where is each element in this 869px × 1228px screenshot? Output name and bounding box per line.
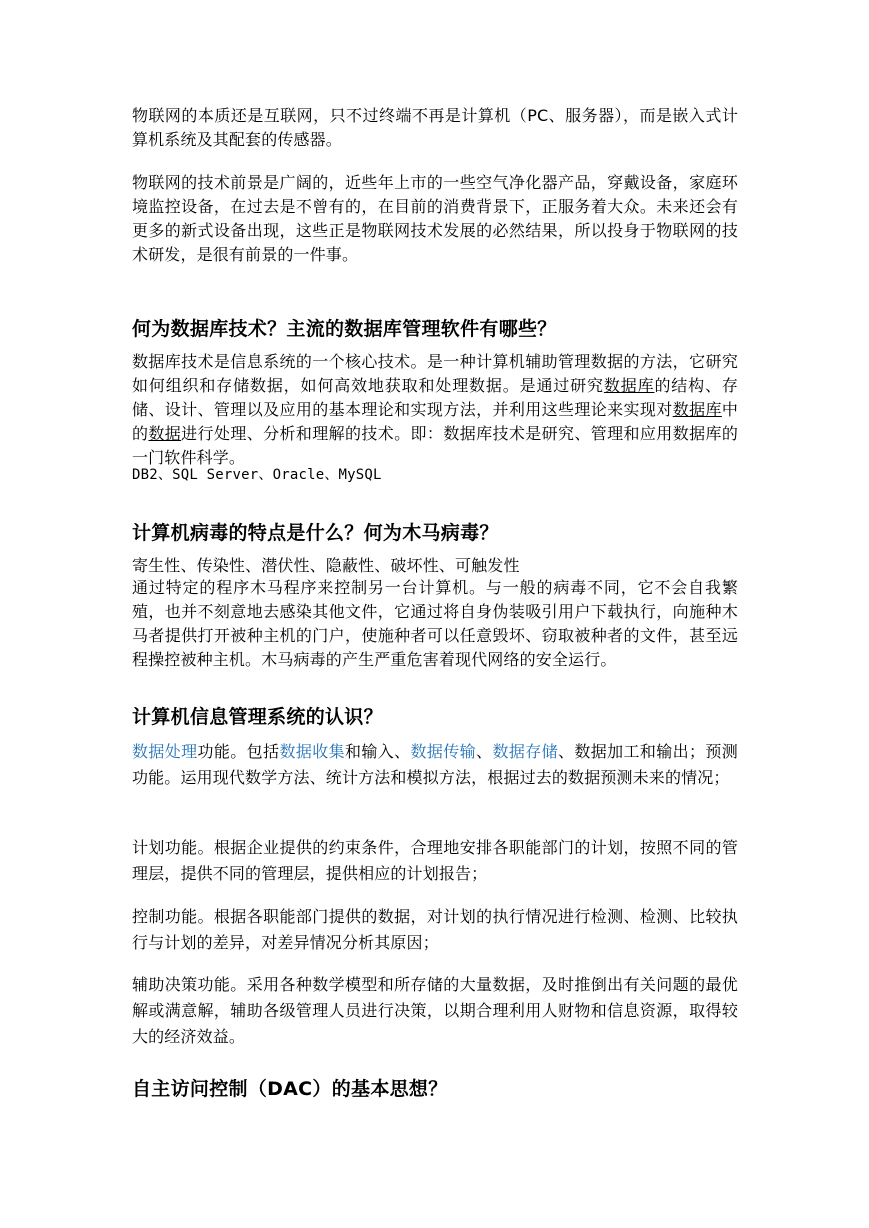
database-text-d: 进行处理、分析和理解的技术。即：数据库技术是研究、管理和应用数据库的一门软件科学。: [132, 424, 738, 467]
database-text-b: 的结构、存储、设计、管理以及应用的基本理论和实现方法，并利用这些理论来实现对: [132, 376, 738, 419]
virus-traits: 寄生性、传染性、潜伏性、隐蔽性、破坏性、可触发性: [132, 556, 520, 575]
link-data-processing[interactable]: 数据处理: [132, 742, 198, 761]
database-paragraph: [132, 350, 738, 470]
intro-paragraph-1: 物联网的本质还是互联网，只不过终端不再是计算机（PC、服务器），而是嵌入式计算机系统及其配套的传感器。: [132, 106, 738, 149]
database-link-2[interactable]: 数据库: [672, 400, 722, 419]
link-data-collection[interactable]: 数据收集: [279, 742, 345, 761]
mis-decision-paragraph: 辅助决策功能。采用各种数学模型和所存储的大量数据，及时推倒出有关问题的最优解或满意解，辅助各级管理人员进行决策，以期合理利用人财物和信息资源，取得较大的经济效益。: [132, 975, 738, 1046]
trojan-paragraph: 通过特定的程序木马程序来控制另一台计算机。与一般的病毒不同，它不会自我繁殖，也并不刻意地去感染其他文件，它通过将自身伪装吸引用户下载执行，向施种木马者提供打开被种主机的门户，使施种者可以任意毁坏、窃取被种者的文件，甚至远程操控被种主机。木马病毒的产生严重危害着现代网络的安全运行。: [132, 578, 738, 669]
section-heading-database: 何为数据库技术？主流的数据库管理软件有哪些？: [132, 318, 557, 340]
database-link-1[interactable]: 数据库: [603, 376, 655, 395]
mis-processing-paragraph: [132, 739, 738, 791]
mis-text-3: 、: [476, 742, 493, 761]
database-text-c: 中的: [132, 400, 738, 443]
section-heading-dac: 自主访问控制（DAC）的基本思想？: [132, 1078, 448, 1100]
database-text-a: 数据库技术是信息系统的一个核心技术。是一种计算机辅助管理数据的方法，它研究如何组织和存储数据，如何高效地获取和处理数据。是通过研究: [132, 352, 738, 395]
mis-control-paragraph: 控制功能。根据各职能部门提供的数据，对计划的执行情况进行检测、检测、比较执行与计划的差异，对差异情况分析其原因；: [132, 907, 738, 952]
intro-paragraph-2: 物联网的技术前景是广阔的，近些年上市的一些空气净化器产品，穿戴设备，家庭环境监控设备，在过去是不曾有的，在目前的消费背景下，正服务着大众。未来还会有更多的新式设备出现，这些正是物联网技术发展的必然结果，所以投身于物联网的技术研发，是很有前景的一件事。: [132, 173, 738, 264]
mis-text-2: 和输入、: [344, 742, 411, 761]
section-heading-mis: 计算机信息管理系统的认识？: [132, 706, 383, 728]
link-data-storage[interactable]: 数据存储: [492, 742, 558, 761]
mis-text-1: 功能。包括: [197, 742, 280, 761]
database-software-list: DB2、SQL Server、Oracle、MySQL: [132, 467, 382, 483]
mis-text-4: 、数据加工和输出；预测功能。运用现代数学方法、统计方法和模拟方法，根据过去的数据预测未来的情况；: [132, 742, 738, 787]
link-data-transmission[interactable]: 数据传输: [410, 742, 477, 761]
mis-plan-paragraph: 计划功能。根据企业提供的约束条件，合理地安排各职能部门的计划，按照不同的管理层，提供不同的管理层，提供相应的计划报告；: [132, 838, 738, 883]
data-link[interactable]: 数据: [148, 424, 182, 443]
section-heading-virus: 计算机病毒的特点是什么？何为木马病毒？: [132, 522, 499, 544]
